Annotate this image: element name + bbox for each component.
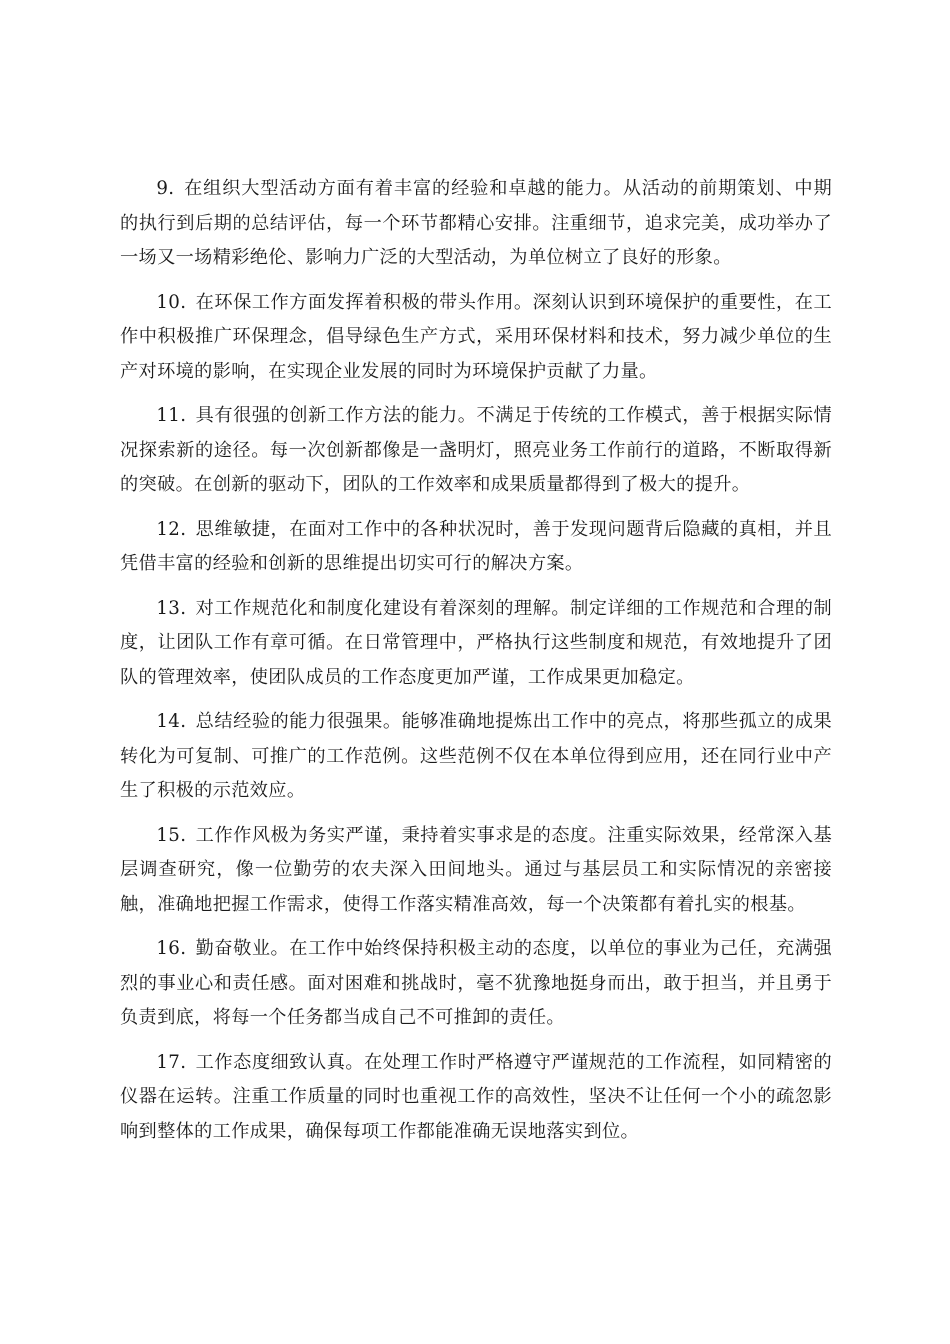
list-item-16 [120, 932, 832, 1036]
item-text: 工作作风极为务实严谨，秉持着实事求是的态度。注重实际效果，经常深入基层调查研究，像一位勤劳的农夫深入田间地头。通过与基层员工和实际情况的亲密接触，准确地把握工作需求，使得工作落实精准高效，每一个决策都有着扎实的根基。 [120, 824, 832, 915]
item-number: 16. [156, 938, 187, 959]
item-text: 具有很强的创新工作方法的能力。不满足于传统的工作模式，善于根据实际情况探索新的途径。每一次创新都像是一盏明灯，照亮业务工作前行的道路，不断取得新的突破。在创新的驱动下，团队的工作效率和成果质量都得到了极大的提升。 [120, 405, 832, 495]
document-body [120, 172, 832, 1159]
list-item-14 [120, 705, 832, 809]
item-number: 10. [156, 291, 187, 313]
list-item-11 [120, 399, 832, 503]
item-text: 在环保工作方面发挥着积极的带头作用。深刻认识到环境保护的重要性，在工作中积极推广环保理念，倡导绿色生产方式，采用环保材料和技术，努力减少单位的生产对环境的影响，在实现企业发展的同时为环境保护贡献了力量。 [120, 291, 832, 382]
item-number: 9. [156, 178, 175, 199]
list-item-13 [120, 592, 832, 696]
item-number: 11. [156, 405, 187, 426]
item-text: 勤奋敬业。在工作中始终保持积极主动的态度，以单位的事业为己任，充满强烈的事业心和责任感。面对困难和挑战时，毫不犹豫地挺身而出，敢于担当，并且勇于负责到底，将每一个任务都当成自己不可推卸的责任。 [120, 938, 832, 1028]
list-item-15 [120, 819, 832, 923]
item-text: 思维敏捷，在面对工作中的各种状况时，善于发现问题背后隐藏的真相，并且凭借丰富的经验和创新的思维提出切实可行的解决方案。 [120, 518, 832, 574]
item-text: 在组织大型活动方面有着丰富的经验和卓越的能力。从活动的前期策划、中期的执行到后期的总结评估，每一个环节都精心安排。注重细节，追求完美，成功举办了一场又一场精彩绝伦、影响力广泛的大型活动，为单位树立了良好的形象。 [120, 178, 832, 268]
item-number: 15. [156, 824, 187, 846]
item-text: 工作态度细致认真。在处理工作时严格遵守严谨规范的工作流程，如同精密的仪器在运转。注重工作质量的同时也重视工作的高效性，坚决不让任何一个小的疏忽影响到整体的工作成果，确保每项工作都能准确无误地落实到位。 [120, 1051, 832, 1142]
item-text: 总结经验的能力很强果。能够准确地提炼出工作中的亮点，将那些孤立的成果转化为可复制、可推广的工作范例。这些范例不仅在本单位得到应用，还在同行业中产生了积极的示范效应。 [120, 711, 832, 801]
item-number: 17. [156, 1051, 187, 1073]
item-text: 对工作规范化和制度化建设有着深刻的理解。制定详细的工作规范和合理的制度，让团队工作有章可循。在日常管理中，严格执行这些制度和规范，有效地提升了团队的管理效率，使团队成员的工作态度更加严谨，工作成果更加稳定。 [120, 597, 832, 688]
list-item-9 [120, 172, 832, 276]
item-number: 12. [156, 518, 187, 540]
list-item-10 [120, 286, 832, 390]
item-number: 14. [156, 711, 187, 732]
list-item-17 [120, 1046, 832, 1150]
list-item-12 [120, 513, 832, 582]
item-number: 13. [156, 597, 187, 619]
